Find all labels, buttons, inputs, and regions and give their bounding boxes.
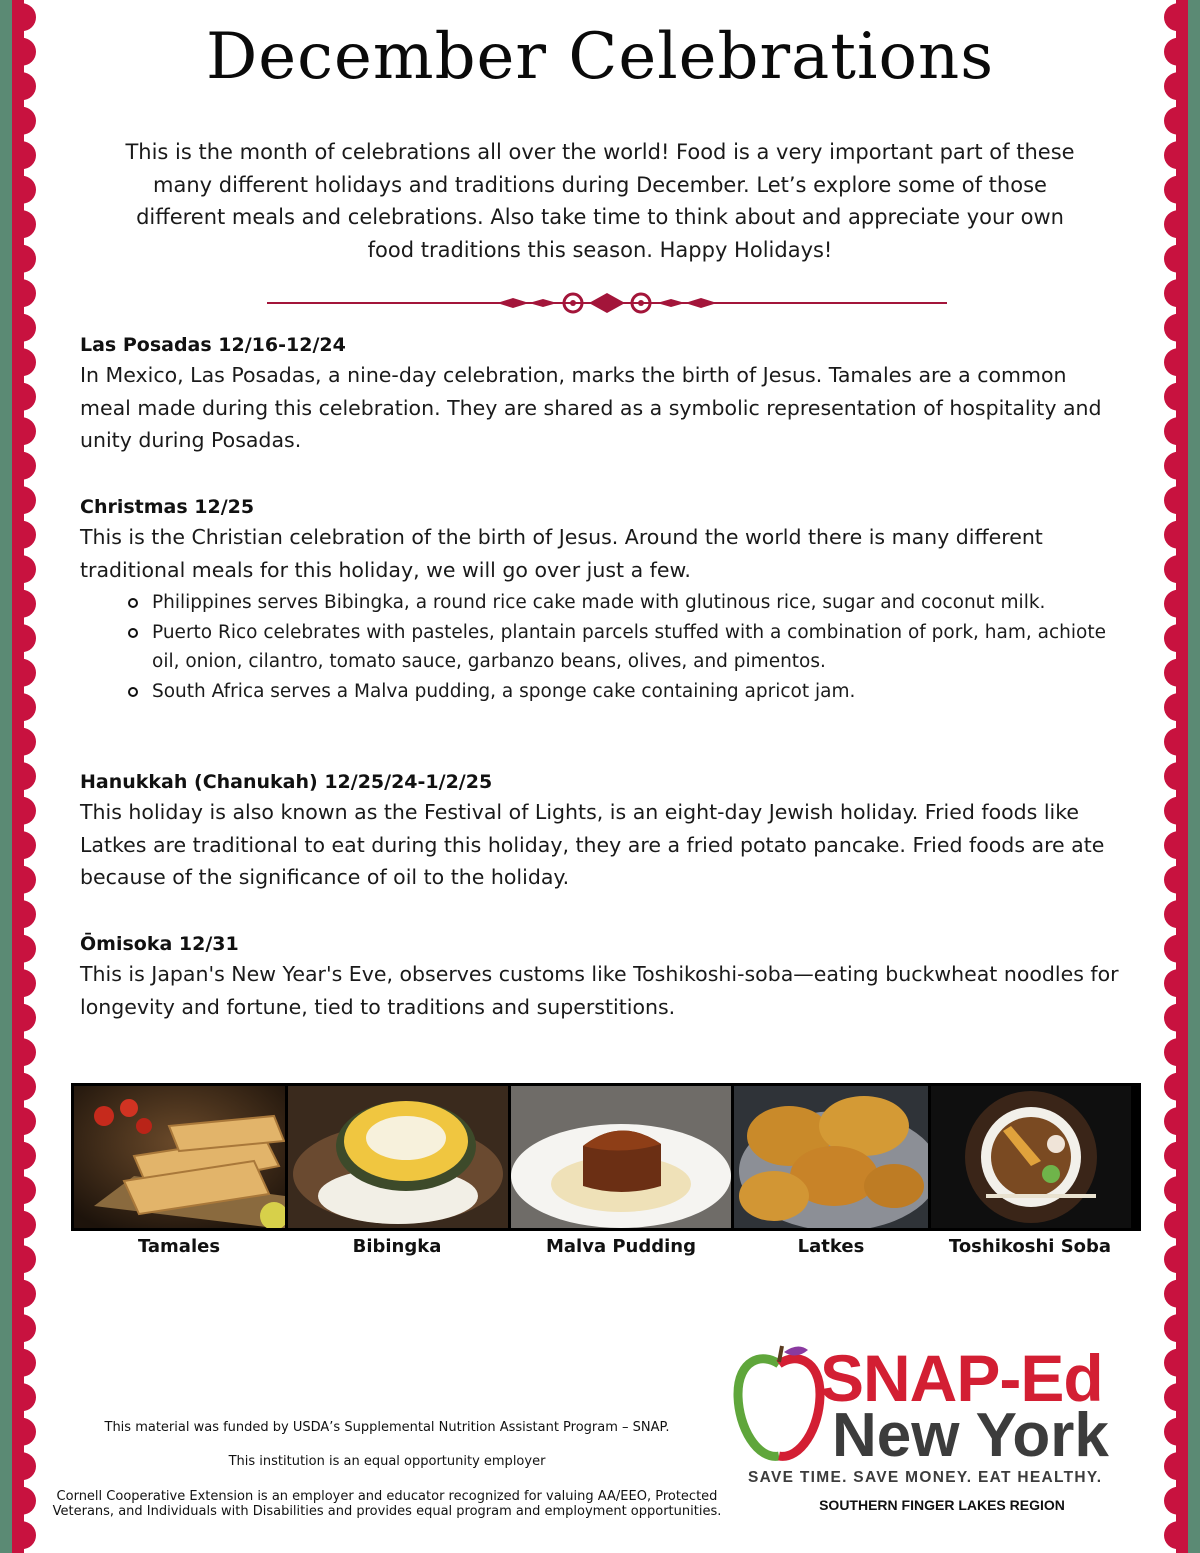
section-body: This is Japan's New Year's Eve, observes customs like Toshikoshi-soba—eating buckwheat noodles for longevity and fortune, tied to traditions and superstitions.: [80, 962, 1119, 1019]
malva-pudding-photo: [511, 1086, 731, 1228]
section-hanukkah: [80, 770, 1120, 894]
section-body: This is the Christian celebration of the birth of Jesus. Around the world there is many different traditional meals for this holiday, we will go over just a few.: [80, 525, 1043, 582]
christmas-bullet-list: [80, 588, 1120, 706]
section-omisoka: [80, 932, 1120, 1023]
toshikoshi-soba-photo: [931, 1086, 1131, 1228]
page-title: December Celebrations: [205, 20, 995, 94]
ornamental-divider: [267, 286, 947, 316]
tamales-photo: [74, 1086, 285, 1228]
flyer-page: [12, 0, 1188, 1553]
section-christmas: [80, 495, 1120, 706]
cornell-statement: Cornell Cooperative Extension is an employer and educator recognized for valuing AA/EEO, Protected Veterans, and Individuals with Disabilities and provides equal program and employment opportunities.: [52, 1489, 722, 1519]
section-heading: Ōmisoka 12/31: [80, 933, 239, 955]
equal-opportunity-statement: This institution is an equal opportunity employer: [228, 1454, 546, 1469]
section-heading: Christmas 12/25: [80, 496, 255, 518]
photo-caption: Tamales: [137, 1236, 221, 1257]
photo-caption: Latkes: [797, 1236, 865, 1257]
section-heading: Hanukkah (Chanukah) 12/25/24-1/2/25: [80, 771, 493, 793]
logo-region: SOUTHERN FINGER LAKES REGION: [819, 1497, 1065, 1513]
section-las-posadas: [80, 333, 1120, 457]
photo-caption: Bibingka: [352, 1236, 442, 1257]
logo-snap-ed-text: SNAP-Ed: [820, 1341, 1103, 1415]
section-body: This holiday is also known as the Festival of Lights, is an eight-day Jewish holiday. Fried foods like Latkes are traditional to eat during this holiday, they are a fried potato pancake. Fried foods are ate because of the significance of oil to the holiday.: [80, 800, 1105, 889]
food-photo-strip: [71, 1083, 1141, 1231]
photo-caption: Toshikoshi Soba: [948, 1236, 1112, 1257]
photo-caption: Malva Pudding: [545, 1236, 697, 1257]
apple-icon: [732, 1342, 827, 1467]
left-scalloped-border: [12, 0, 36, 1553]
section-body: In Mexico, Las Posadas, a nine-day celebration, marks the birth of Jesus. Tamales are a common meal made during this celebration. They are shared as a symbolic representation of hospitality and unity during Posadas.: [80, 363, 1102, 452]
photo-captions: [71, 1236, 1141, 1260]
section-heading: Las Posadas 12/16-12/24: [80, 334, 346, 356]
logo-new-york-text: New York: [832, 1401, 1109, 1470]
funding-statement: This material was funded by USDA’s Supplemental Nutrition Assistant Program – SNAP.: [104, 1420, 670, 1435]
right-scalloped-border: [1164, 0, 1188, 1553]
snap-ed-logo: [722, 1342, 1162, 1522]
latkes-photo: [734, 1086, 928, 1228]
logo-tagline: SAVE TIME. SAVE MONEY. EAT HEALTHY.: [748, 1469, 1103, 1486]
list-item: Philippines serves Bibingka, a round rice cake made with glutinous rice, sugar and coconut milk.: [152, 588, 1120, 618]
list-item: South Africa serves a Malva pudding, a sponge cake containing apricot jam.: [152, 677, 1120, 707]
bibingka-photo: [288, 1086, 508, 1228]
list-item: Puerto Rico celebrates with pasteles, plantain parcels stuffed with a combination of pork, ham, achiote oil, onion, cilantro, tomato sauce, garbanzo beans, olives, and pimentos.: [152, 618, 1120, 677]
intro-paragraph: This is the month of celebrations all over the world! Food is a very important part of these many different holidays and traditions during December. Let’s explore some of those different meals and celebrations. Also take time to think about and appreciate your own food traditions this season. Happy Holidays!: [125, 140, 1075, 262]
